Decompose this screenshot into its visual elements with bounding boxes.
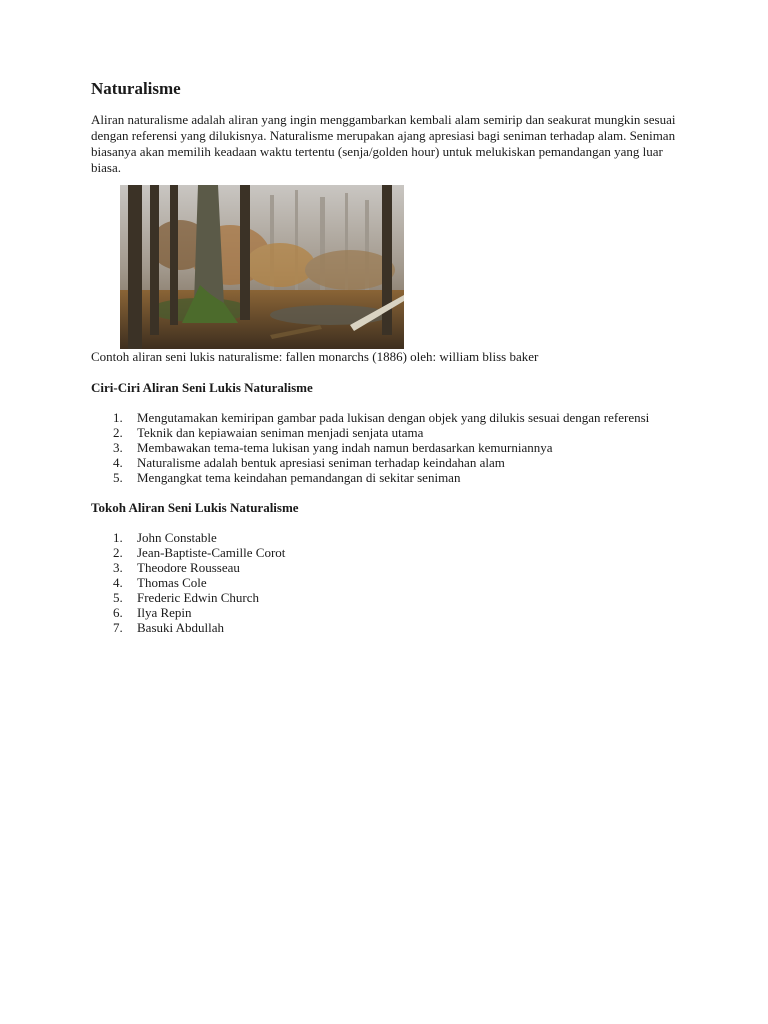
list-number: 5. — [113, 590, 123, 605]
list-item-text: Thomas Cole — [137, 575, 207, 590]
list-item-text: Teknik dan kepiawaian seniman menjadi senjata utama — [137, 425, 424, 440]
list-number: 3. — [113, 440, 123, 455]
list-number: 3. — [113, 560, 123, 575]
list-number: 4. — [113, 575, 123, 590]
list-item — [91, 560, 697, 575]
list-item — [91, 440, 697, 455]
list-item — [91, 410, 697, 425]
forest-painting-image — [120, 185, 404, 349]
list-number: 2. — [113, 425, 123, 440]
list-number: 7. — [113, 620, 123, 635]
page-title: Naturalisme — [91, 79, 181, 98]
ciri-list — [91, 410, 691, 485]
list-item — [91, 545, 697, 560]
list-item-text: Membawakan tema-tema lukisan yang indah namun berdasarkan kemurniannya — [137, 440, 553, 455]
list-item-text: Mengangkat tema keindahan pemandangan di sekitar seniman — [137, 470, 461, 485]
list-item-text: Ilya Repin — [137, 605, 192, 620]
tokoh-list — [91, 530, 691, 635]
list-number: 4. — [113, 455, 123, 470]
list-item — [91, 425, 697, 440]
document-page — [91, 78, 691, 635]
list-item-text: Theodore Rousseau — [137, 560, 240, 575]
list-item — [91, 530, 697, 545]
intro-paragraph: Aliran naturalisme adalah aliran yang ingin menggambarkan kembali alam semirip dan seakurat mungkin sesuai dengan referensi yang dilukisnya. Naturalisme merupakan ajang apresiasi bagi seniman terhadap alam. Seniman biasanya akan memilih keadaan waktu tertentu (senja/golden hour) untuk melukiskan pemandangan yang luar biasa. — [91, 112, 676, 175]
list-item-text: Mengutamakan kemiripan gambar pada lukisan dengan objek yang dilukis sesuai dengan referensi — [137, 410, 650, 425]
list-item — [91, 590, 697, 605]
list-number: 1. — [113, 530, 123, 545]
list-item — [91, 470, 697, 485]
list-item-text: Naturalisme adalah bentuk apresiasi seniman terhadap keindahan alam — [137, 455, 505, 470]
list-item — [91, 455, 697, 470]
list-item-text: John Constable — [137, 530, 217, 545]
list-item — [91, 575, 697, 590]
list-number: 2. — [113, 545, 123, 560]
list-number: 6. — [113, 605, 123, 620]
section-heading-ciri: Ciri-Ciri Aliran Seni Lukis Naturalisme — [91, 380, 313, 395]
image-caption: Contoh aliran seni lukis naturalisme: fallen monarchs (1886) oleh: william bliss baker — [91, 349, 539, 364]
list-number: 5. — [113, 470, 123, 485]
list-item — [91, 605, 697, 620]
section-heading-tokoh: Tokoh Aliran Seni Lukis Naturalisme — [91, 500, 299, 515]
list-number: 1. — [113, 410, 123, 425]
list-item-text: Jean-Baptiste-Camille Corot — [137, 545, 286, 560]
list-item — [91, 620, 697, 635]
list-item-text: Basuki Abdullah — [137, 620, 225, 635]
list-item-text: Frederic Edwin Church — [137, 590, 260, 605]
